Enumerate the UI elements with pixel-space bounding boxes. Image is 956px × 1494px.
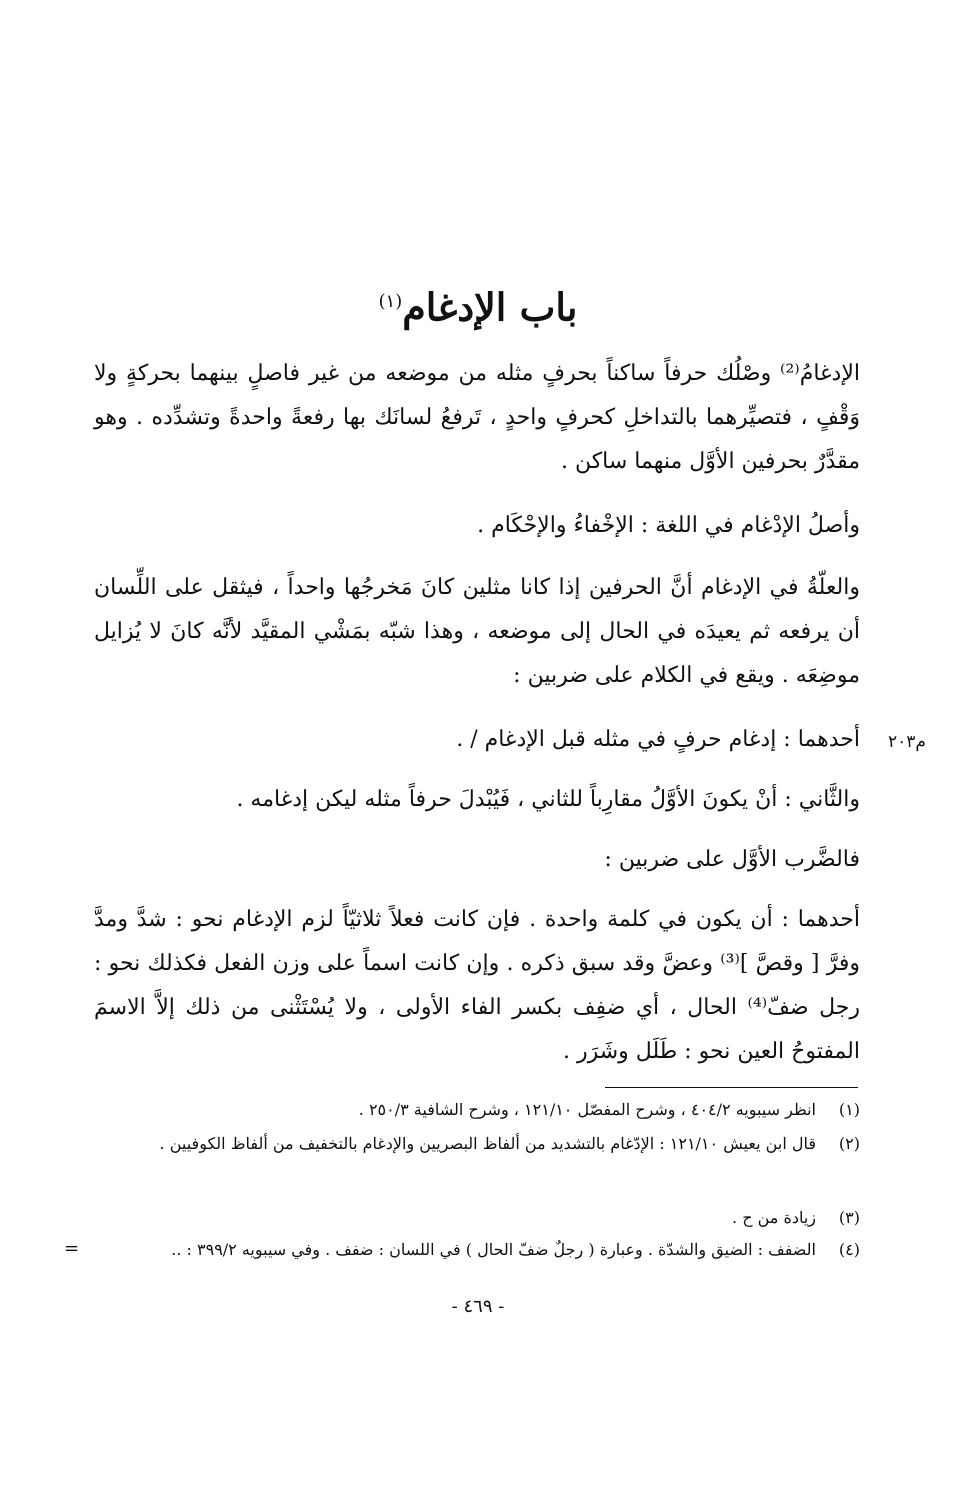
footnote-text: قال ابن يعيش ١٢١/١٠ : الإدّغام بالتشديد من ألفاظ البصريين والإدغام بالتخفيف من ألفاظ الكوفيين .: [159, 1134, 816, 1153]
footnote-number: (٤): [838, 1240, 860, 1259]
title-footnote-ref: (١): [378, 291, 403, 312]
paragraph-first-type: أحدهما : إدغام حرفٍ في مثله قبل الإدغام / .: [456, 727, 860, 752]
footnote-number: (٣): [838, 1208, 860, 1227]
continuation-mark: =: [64, 1238, 80, 1259]
footnote-1: [94, 1096, 860, 1124]
paragraph-definition: الإدغامُ⁽²⁾ وصْلُك حرفاً ساكناً بحرفٍ مثله من موضعه من غير فاصلٍ بينهما بحركةٍ ولا وَقْفٍ ، فتصيِّرهما بالتداخلِ كحرفٍ واحدٍ ، تَرفعُ لسانَك بها رفعةً واحدةً وتشدِّده . وهو مقدَّرٌ بحرفين الأوَّل منهما ساكن .: [94, 361, 860, 474]
footnote-number: (٢): [838, 1134, 860, 1153]
paragraph-one-word: أحدهما : أن يكون في كلمة واحدة . فإن كانت فعلاً ثلاثيّاً لزم الإدغام نحو : شدَّ ومدَّ وفرَّ [ وقصَّ ]⁽³⁾ وعضَّ وقد سبق ذكره . وإن كانت اسماً على وزن الفعل فكذلك نحو : رجل ضفّ⁽⁴⁾ الحال ، أي ضفِف بكسر الفاء الأولى ، ولا يُسْتَثْنى من ذلك إلاَّ الاسمَ المفتوحُ العين نحو : طَلَل وشَرَر .: [94, 907, 860, 1064]
paragraph-first-kind: فالضَّرب الأوَّل على ضربين :: [604, 847, 860, 872]
footnote-separator: [605, 1087, 858, 1088]
footnote-4: [94, 1236, 860, 1264]
paragraph-origin: وأصلُ الإدْغام في اللغة : الإخْفاءُ والإحْكَام .: [477, 513, 860, 538]
footnote-text: زيادة من ح .: [732, 1208, 816, 1227]
footnote-2: [94, 1130, 860, 1158]
paragraph-second-type: والثَّاني : أنْ يكونَ الأوَّلُ مقارِباً للثاني ، فَيُبْدلَ حرفاً مثله ليكن إدغامه .: [236, 787, 860, 812]
footnote-3: [94, 1204, 860, 1232]
footnote-number: (١): [838, 1100, 860, 1119]
footnote-text: انظر سيبويه ٤٠٤/٢ ، وشرح المفصّل ١٢١/١٠ ، وشرح الشافية ٢٥٠/٣ .: [358, 1100, 816, 1119]
footnote-text: الضفف : الضيق والشدّة . وعبارة ( رجلٌ ضفّ الحال ) في اللسان : ضفف . وفي سيبويه ٣٩٩/٢ : ..: [171, 1240, 816, 1259]
margin-manuscript-ref: م٢٠٣: [888, 732, 926, 751]
paragraph-reason: والعلّةُ في الإدغام أنَّ الحرفين إذا كانا مثلين كانَ مَخرجُها واحداً ، فيثقل على اللِّسان أن يرفعه ثم يعيدَه في الحال إلى موضعه ، وهذا شبّه بمَشْي المقيَّد لأنَّه كانَ لا يُزايل موضِعَه . ويقع في الكلام على ضربين :: [94, 575, 860, 688]
chapter-title-text: باب الإدغام: [402, 284, 578, 330]
page-number: - ٤٦٩ -: [451, 1296, 505, 1317]
chapter-title: [0, 272, 956, 338]
